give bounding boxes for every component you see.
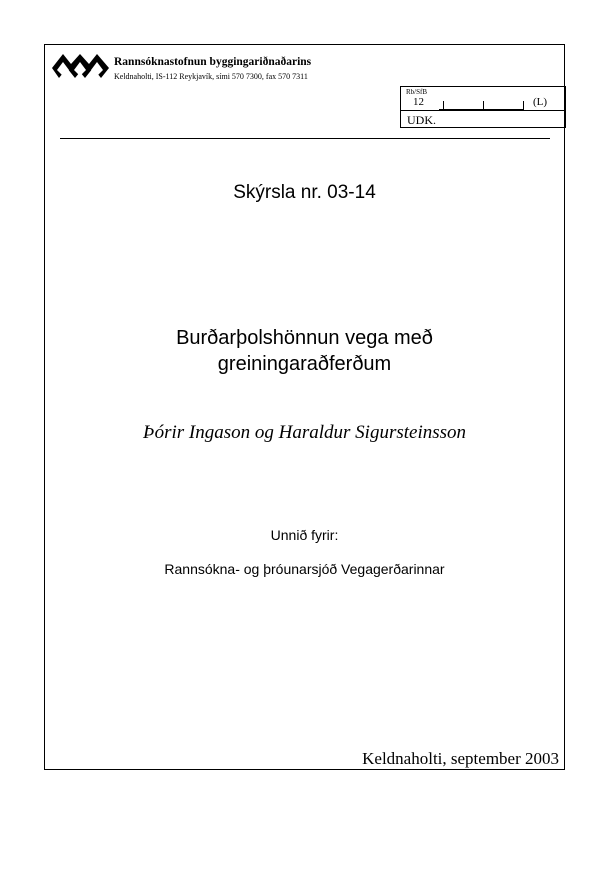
institute-logo-icon	[52, 50, 109, 82]
report-number: Skýrsla nr. 03-14	[233, 182, 376, 203]
place-and-date: Keldnaholti, september 2003	[362, 749, 559, 768]
report-title	[44, 325, 565, 377]
page-frame	[44, 44, 565, 770]
report-title-line-1: Burðarþolshönnun vega með	[176, 327, 433, 349]
classification-tick	[523, 101, 524, 110]
header-divider	[60, 138, 550, 139]
classification-label: Rb/SfB	[406, 88, 428, 96]
report-title-line-2: greiningaraðferðum	[217, 353, 392, 375]
report-authors: Þórir Ingason og Haraldur Sigursteinsson	[142, 422, 467, 443]
institute-address: Keldnaholti, IS-112 Reykjavík, sími 570 7300, fax 570 7311	[114, 72, 308, 81]
classification-suffix: (L)	[533, 96, 548, 108]
institute-name: Rannsóknastofnun byggingariðnaðarins	[114, 56, 312, 68]
classification-number: 12	[413, 96, 424, 108]
classification-box	[400, 86, 566, 128]
classification-tick	[483, 101, 484, 110]
udk-label: UDK.	[407, 113, 436, 127]
prepared-for-label: Unnið fyrir:	[270, 527, 339, 543]
prepared-for-client: Rannsókna- og þróunarsjóð Vegagerðarinnar	[164, 561, 445, 577]
classification-tick	[443, 101, 444, 110]
classification-row	[401, 87, 565, 111]
classification-underline	[439, 109, 523, 110]
